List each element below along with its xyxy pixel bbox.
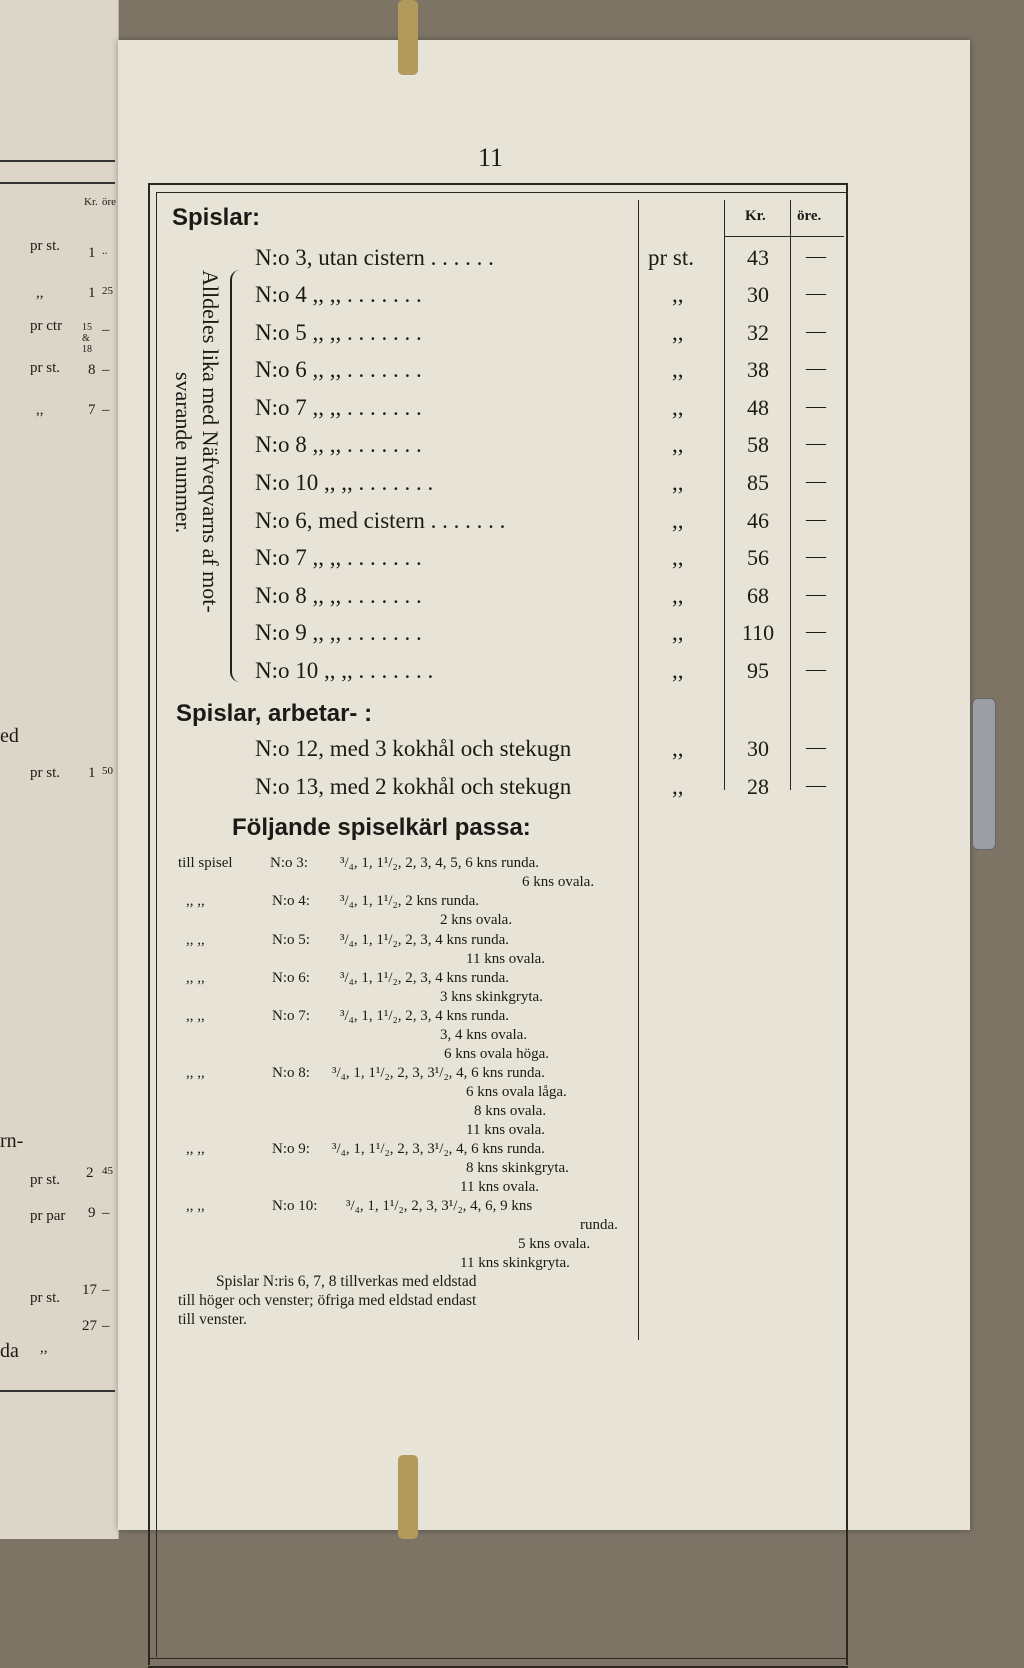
row-kr: 68	[747, 583, 769, 608]
row-kr: 43	[747, 245, 769, 270]
row-unit: ,,	[672, 508, 684, 533]
facing-kr: 9	[88, 1205, 96, 1221]
kettle-prefix: ,, ,,	[186, 1008, 205, 1024]
row-label: N:o 7 ,, ,, . . . . . . .	[255, 545, 422, 570]
facing-unit: pr st.	[30, 1290, 60, 1306]
kettle-line: 11 kns ovala.	[460, 1179, 540, 1195]
row-kr: 85	[747, 470, 769, 495]
kettle-line: 11 kns ovala.	[466, 1122, 546, 1138]
kettle-line: 11 kns skinkgryta.	[460, 1255, 570, 1271]
facing-kr: 1	[88, 765, 96, 781]
row-label: N:o 6, med cistern . . . . . . .	[255, 508, 506, 533]
binding-clip-bottom	[398, 1455, 418, 1539]
row-label: N:o 8 ,, ,, . . . . . . .	[255, 583, 422, 608]
row-unit: ,,	[672, 395, 684, 420]
kettle-prefix: ,, ,,	[186, 893, 205, 909]
facing-fragment: da	[0, 1340, 19, 1362]
brace	[230, 270, 246, 682]
row-label: N:o 10 ,, ,, . . . . . . .	[255, 658, 434, 683]
facing-kr: 1	[88, 245, 96, 261]
row-label: N:o 3, utan cistern . . . . . .	[255, 245, 494, 270]
table-top-inner-rule	[156, 192, 846, 193]
table-left-rule	[148, 183, 150, 1665]
row-ore: —	[806, 736, 826, 758]
row-label: N:o 13, med 2 kokhål och stekugn	[255, 774, 572, 799]
row-label: N:o 4 ,, ,, . . . . . . .	[255, 282, 422, 307]
page-tab	[972, 698, 996, 850]
row-ore: —	[806, 583, 826, 605]
facing-ore: –	[102, 1282, 110, 1298]
facing-page-rule	[0, 182, 115, 184]
kettle-line: 5 kns ovala.	[518, 1236, 591, 1252]
row-ore: —	[806, 320, 826, 342]
facing-header-ore: öre	[102, 196, 117, 208]
row-kr: 110	[741, 620, 775, 645]
footer-note-line: Spislar N:ris 6, 7, 8 tillverkas med eldstad	[216, 1273, 477, 1290]
row-kr: 32	[747, 320, 769, 345]
kettle-prefix: ,, ,,	[186, 1198, 205, 1214]
kettle-prefix: till spisel	[178, 855, 233, 871]
kettle-number: N:o 3:	[270, 855, 308, 871]
kettle-line: 6 kns ovala låga.	[466, 1084, 567, 1100]
kettle-number: N:o 9:	[272, 1141, 310, 1157]
kettle-line: 2 kns ovala.	[440, 912, 513, 928]
kettle-number: N:o 4:	[272, 893, 310, 909]
facing-fragment: ed	[0, 725, 19, 747]
kettle-line: ³/₄, 1, 1¹/₂, 2, 3, 3¹/₂, 4, 6, 9 kns	[346, 1198, 533, 1214]
facing-ore: –	[102, 1318, 110, 1334]
row-kr: 30	[747, 282, 769, 307]
kettle-line: ³/₄, 1, 1¹/₂, 2, 3, 4 kns runda.	[340, 970, 510, 986]
row-ore: —	[806, 620, 826, 642]
column-header-kr: Kr.	[745, 208, 766, 224]
row-unit: ,,	[672, 282, 684, 307]
facing-ore: –	[102, 1205, 110, 1221]
row-unit: ,,	[672, 470, 684, 495]
facing-kr: 7	[88, 402, 96, 418]
row-unit: ,,	[672, 357, 684, 382]
facing-unit: ,,	[40, 1340, 48, 1356]
row-ore: —	[806, 508, 826, 530]
facing-unit: pr st.	[30, 765, 60, 781]
table-left-inner-rule	[156, 192, 157, 1657]
table-unit-column-rule	[638, 200, 639, 1340]
facing-page	[0, 0, 119, 1539]
facing-ore: 50	[102, 765, 113, 777]
kettle-prefix: ,, ,,	[186, 1141, 205, 1157]
facing-ore: 45	[102, 1165, 113, 1177]
section-title-arbetar: Spislar, arbetar- :	[176, 700, 373, 727]
kettle-line: 11 kns ovala.	[466, 951, 546, 967]
kettle-line: ³/₄, 1, 1¹/₂, 2, 3, 4 kns runda.	[340, 932, 510, 948]
row-kr: 38	[747, 357, 769, 382]
row-unit: ,,	[672, 736, 684, 761]
page-number: 11	[478, 143, 504, 172]
kettle-line: ³/₄, 1, 1¹/₂, 2 kns runda.	[340, 893, 480, 909]
kettle-line: 3, 4 kns ovala.	[440, 1027, 528, 1043]
row-unit: ,,	[672, 432, 684, 457]
kettle-number: N:o 5:	[272, 932, 310, 948]
facing-kr: 2	[86, 1165, 94, 1181]
row-ore: —	[806, 658, 826, 680]
facing-ore: –	[102, 322, 110, 338]
row-label: N:o 9 ,, ,, . . . . . . .	[255, 620, 422, 645]
row-ore: —	[806, 470, 826, 492]
row-label: N:o 6 ,, ,, . . . . . . .	[255, 357, 422, 382]
kettle-prefix: ,, ,,	[186, 932, 205, 948]
facing-page-rule	[0, 1390, 115, 1392]
row-ore: —	[806, 357, 826, 379]
kettle-line: 3 kns skinkgryta.	[440, 989, 543, 1005]
facing-unit: ,,	[36, 285, 44, 301]
row-label: N:o 10 ,, ,, . . . . . . .	[255, 470, 434, 495]
kettle-line: 6 kns ovala höga.	[444, 1046, 549, 1062]
kettle-number: N:o 6:	[272, 970, 310, 986]
row-ore: —	[806, 245, 826, 267]
facing-ore: 25	[102, 285, 113, 297]
kettle-line: ³/₄, 1, 1¹/₂, 2, 3, 3¹/₂, 4, 6 kns runda.	[332, 1065, 545, 1081]
footer-note-line: till höger och venster; öfriga med eldstad endast	[178, 1292, 477, 1309]
facing-unit: pr st.	[30, 360, 60, 376]
facing-kr: 1	[88, 285, 96, 301]
kettle-line: runda.	[580, 1217, 618, 1233]
table-bottom-inner-rule	[148, 1658, 848, 1659]
row-unit: ,,	[672, 774, 684, 799]
facing-kr: 8	[88, 362, 96, 378]
facing-header-kr: Kr.	[84, 196, 98, 208]
section-title-spislar: Spislar:	[172, 204, 261, 231]
kettle-number: N:o 7:	[272, 1008, 310, 1024]
row-ore: —	[806, 432, 826, 454]
facing-unit: ,,	[36, 402, 44, 418]
facing-ore: –	[102, 362, 110, 378]
facing-unit: pr st.	[30, 238, 60, 254]
row-unit: ,,	[672, 320, 684, 345]
row-ore: —	[806, 774, 826, 796]
table-ore-column-rule	[790, 200, 791, 790]
kettle-line: ³/₄, 1, 1¹/₂, 2, 3, 4, 5, 6 kns runda.	[340, 855, 540, 871]
side-note-line1: Alldeles lika med Näfveqvarns af mot-	[198, 270, 223, 613]
facing-kr: 17	[82, 1282, 97, 1298]
facing-kr: 15 & 18	[82, 322, 92, 355]
header-underline	[724, 236, 844, 237]
facing-fragment: rn-	[0, 1130, 24, 1152]
row-kr: 46	[747, 508, 769, 533]
row-ore: —	[806, 282, 826, 304]
row-kr: 56	[747, 545, 769, 570]
kettle-line: 8 kns ovala.	[474, 1103, 547, 1119]
row-label: N:o 7 ,, ,, . . . . . . .	[255, 395, 422, 420]
kettle-line: ³/₄, 1, 1¹/₂, 2, 3, 4 kns runda.	[340, 1008, 510, 1024]
kettle-number: N:o 8:	[272, 1065, 310, 1081]
table-kr-column-rule	[724, 200, 725, 790]
row-ore: —	[806, 545, 826, 567]
row-label: N:o 12, med 3 kokhål och stekugn	[255, 736, 572, 761]
row-kr: 48	[747, 395, 769, 420]
side-note-line2: svarande nummer.	[171, 372, 196, 534]
facing-unit: pr ctr	[30, 318, 63, 334]
kettle-prefix: ,, ,,	[186, 970, 205, 986]
section-title-kettles: Följande spiselkärl passa:	[232, 814, 531, 841]
row-unit: ,,	[672, 658, 684, 683]
row-ore: —	[806, 395, 826, 417]
row-unit: ,,	[672, 620, 684, 645]
kettle-line: ³/₄, 1, 1¹/₂, 2, 3, 3¹/₂, 4, 6 kns runda.	[332, 1141, 545, 1157]
row-unit: ,,	[672, 583, 684, 608]
row-kr: 95	[747, 658, 769, 683]
column-header-ore: öre.	[797, 208, 822, 224]
row-kr: 30	[747, 736, 769, 761]
facing-kr: 27	[82, 1318, 97, 1334]
kettle-number: N:o 10:	[272, 1198, 318, 1214]
table-right-rule	[846, 183, 848, 1665]
row-kr: 58	[747, 432, 769, 457]
facing-page-rule	[0, 160, 115, 162]
row-unit: ,,	[672, 545, 684, 570]
binding-clip-top	[398, 0, 418, 75]
facing-unit: pr par	[30, 1208, 66, 1224]
row-kr: 28	[747, 774, 769, 799]
row-label: N:o 8 ,, ,, . . . . . . .	[255, 432, 422, 457]
table-top-rule	[148, 183, 848, 185]
row-label: N:o 5 ,, ,, . . . . . . .	[255, 320, 422, 345]
facing-ore: ..	[102, 245, 108, 257]
kettle-prefix: ,, ,,	[186, 1065, 205, 1081]
kettle-line: 6 kns ovala.	[522, 874, 595, 890]
facing-ore: –	[102, 402, 110, 418]
kettle-line: 8 kns skinkgryta.	[466, 1160, 569, 1176]
row-unit: pr st.	[648, 245, 694, 270]
facing-unit: pr st.	[30, 1172, 60, 1188]
footer-note-line: till venster.	[178, 1311, 247, 1328]
